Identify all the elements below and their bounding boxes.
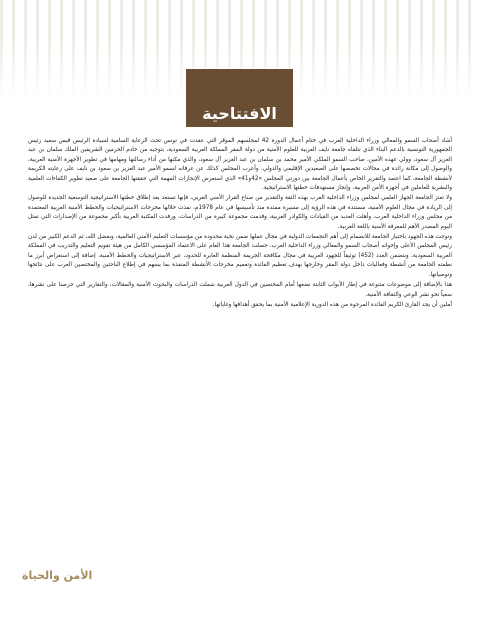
paragraph-5: آملين أن يجد القارئ الكريم الفائدة المرجوة من هذه الدورية الإعلامية الأمنية بما يحقق أهدافها وغاياتها. xyxy=(212,301,452,308)
article-body xyxy=(28,137,452,311)
paragraph-4: هذا بالإضافة إلى موضوعات متنوعة في إطار الأبواب الثابتة نضعها أمام المختصين في الدول العربية شملت الدراسات والبحوث الأمنية والمقالات، والتقارير التي حرصنا على نشرها، سعياً نحو نشر الوعي والثقافة الأمنية. xyxy=(28,282,452,298)
paragraph-1: أشاد أصحاب السمو والمعالي وزراء الداخلية العرب في ختام أعمال الدورة 42 لمجلسهم الموقر التي عقدت في تونس تحت الرعاية السامية لسيادة الرئيس قيس سعيد رئيس الجمهورية التونسية بالدعم البناء الذي تتلقاه جامعة نايف العربية للعلوم الأمنية من دولة المقر المملكة العربية السعودية، بتوجيه من خادم الحرمين الشريفين الملك سلمان بن عبد العزيز آل سعود، وولي عهده الأمين، صاحب السمو الملكي الأمير محمد بن سلمان بن عبد العزيز آل سعود، والذي مكنها من أداء رسالتها ومهامها في تطوير الأجهزة الأمنية العربية، والوصول إلى مكانة رائدة في مجالات تخصصها على الصعيدين الإقليمي والدولي. وأعرب المجلس كذلك عن عرفانه لسمو الأمير عبد العزيز بن سعود بن نايف على رعايته الكريمة لأنشطة الجامعة، كما اعتمد والتقرير الخاص بأعمال الجامعة بين دورتي المجلس «42و41» الذي استعرض الإنجازات المهمة التي حققتها الجامعة على صعيد تطوير الكفاءات العلمية والبشرية للعاملين في أجهزة الأمن العربية، وإنجاز مستهدفات خطتها الاستراتيجية. xyxy=(28,138,452,192)
paragraph-2: ولا تعتز الجامعة الجهاز العلمي لمجلس وزراء الداخلية العرب بهذه الثقة والتقدير من صناع القرار الأمني العربي، فإنها تستعد بعد إطلاق خطتها الاستراتيجية التوسعية الجديدة للوصول إلى الريادة في مجال العلوم الأمنية، مستندة في هذه الرؤية إلى مسيرة ممتدة منذ تأسيسها في عام 1978م، نفذت خلالها مخرجات الاستراتيجيات والخطط الأمنية العربية المعتمدة من مجلس وزراء الداخلية العرب، وأهلت العديد من القيادات والكوادر العربية، وقدمت مجموعة كبيرة من الدراسات، ورفدت المكتبة العربية بأكبر مجموعة من الإصدارات التي تمثل اليوم المصدر الأهم للمعرفة الأمنية باللغة العربية. xyxy=(28,195,452,230)
paragraph-3: وتوجت هذه الجهود باختيار الجامعة للانضمام إلى أهم التجمعات الدولية في مجال عملها ضمن نخبة محدودة من مؤسسات التعليم الأمني العالمية، وبفضل الله، ثم الدعم الكبير من لدن رئيس المجلس الأعلى وإخوانه أصحاب السمو والمعالي وزراء الداخلية العرب، حصلت الجامعة هذا العام على الاعتماد المؤسسي الكامل من هيئة تقويم التعليم والتدريب في المملكة العربية السعودية، وبتضمن العدد (452) توثيقاً للجهود العربية في مجال مكافحة الجريمة المنظمة العابرة للحدود، عبر الاستراتيجيات والخطط الأمنية، إضافة إلى استعراض أبرز ما نظمته الجامعة من أنشطة وفعاليات داخل دولة المقر وخارجها بهدف تعظيم الفائدة وتعميم مخرجات الأنشطة المنفذة بما يسهم في إطلاع الباحثين والمختصين العرب على نتائجها وتوصياتها. xyxy=(28,234,452,278)
section-title-box xyxy=(186,69,293,127)
magazine-brand-footer: الأمن والحياة xyxy=(22,569,93,582)
page-title: الافتتاحية xyxy=(202,104,277,123)
